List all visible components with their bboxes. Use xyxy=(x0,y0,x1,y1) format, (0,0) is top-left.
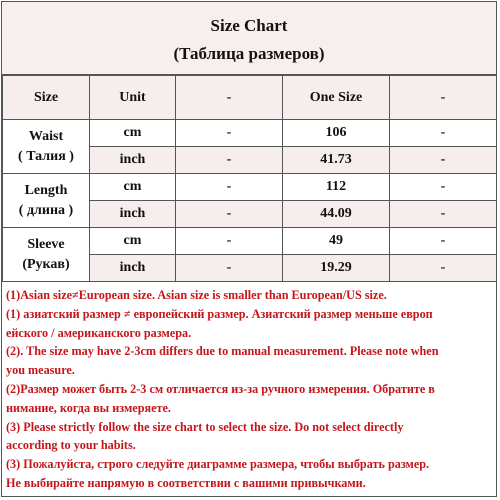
table-cell: 19.29 xyxy=(283,255,390,282)
size-name-en: Waist xyxy=(28,128,64,144)
table-row xyxy=(3,120,497,147)
table-cell: - xyxy=(390,201,497,228)
table-cell: inch xyxy=(90,147,176,174)
note-line: ейского / американского размера. xyxy=(6,325,192,340)
table-cell: - xyxy=(176,120,283,147)
table-header-row xyxy=(3,76,497,120)
size-table xyxy=(2,75,497,282)
size-label-length xyxy=(3,174,90,228)
table-cell: cm xyxy=(90,228,176,255)
table-cell: cm xyxy=(90,174,176,201)
header-blank-2: - xyxy=(390,76,497,120)
header-unit: Unit xyxy=(90,76,176,120)
notes-block xyxy=(2,282,496,493)
header-size: Size xyxy=(3,76,90,120)
note-line: (1) азиатский размер ≠ европейский размер. Азиатский размер меньше европ xyxy=(6,306,433,321)
table-cell: 41.73 xyxy=(283,147,390,174)
header-one-size: One Size xyxy=(283,76,390,120)
table-cell: - xyxy=(176,147,283,174)
note-line: (1)Asian size≠European size. Asian size is smaller than European/US size. xyxy=(6,288,387,302)
note-line: (2)Размер может быть 2-3 см отличается из-за ручного измерения. Обратите в xyxy=(6,381,435,396)
table-cell: inch xyxy=(90,201,176,228)
table-cell: 44.09 xyxy=(283,201,390,228)
size-chart-frame xyxy=(1,1,497,497)
table-cell: 112 xyxy=(283,174,390,201)
note-line: according to your habits. xyxy=(6,438,136,453)
note-line: you measure. xyxy=(6,363,75,378)
table-row xyxy=(3,228,497,255)
table-cell: inch xyxy=(90,255,176,282)
table-cell: - xyxy=(390,174,497,201)
title-russian: (Таблица размеров) xyxy=(173,44,325,63)
table-cell: cm xyxy=(90,120,176,147)
size-label-waist xyxy=(3,120,90,174)
size-name-en: Sleeve xyxy=(27,236,65,252)
table-cell: - xyxy=(390,228,497,255)
table-cell: - xyxy=(176,201,283,228)
note-line: (2). The size may have 2-3cm differs due to manual measurement. Please note when xyxy=(6,344,439,359)
size-name-ru: ( длина ) xyxy=(18,202,74,218)
size-name-ru: (Рукав) xyxy=(22,256,70,272)
table-cell: - xyxy=(390,147,497,174)
size-label-sleeve xyxy=(3,228,90,282)
note-line: (3) Пожалуйста, строго следуйте диаграмме размера, чтобы выбрать размер. xyxy=(6,457,430,472)
table-row xyxy=(3,174,497,201)
header-blank-1: - xyxy=(176,76,283,120)
note-line: нимание, когда вы измеряете. xyxy=(6,400,171,415)
note-line: Не выбирайте напрямую в соответствии с вашими привычками. xyxy=(6,475,366,490)
table-cell: - xyxy=(176,228,283,255)
table-cell: 49 xyxy=(283,228,390,255)
chart-title xyxy=(2,2,496,75)
size-name-ru: ( Талия ) xyxy=(18,148,74,164)
table-cell: 106 xyxy=(283,120,390,147)
table-cell: - xyxy=(390,255,497,282)
table-cell: - xyxy=(176,255,283,282)
table-cell: - xyxy=(176,174,283,201)
size-name-en: Length xyxy=(24,182,68,198)
title-english: Size Chart xyxy=(210,16,288,35)
note-line: (3) Please strictly follow the size chart to select the size. Do not select directly xyxy=(6,419,404,434)
table-cell: - xyxy=(390,120,497,147)
